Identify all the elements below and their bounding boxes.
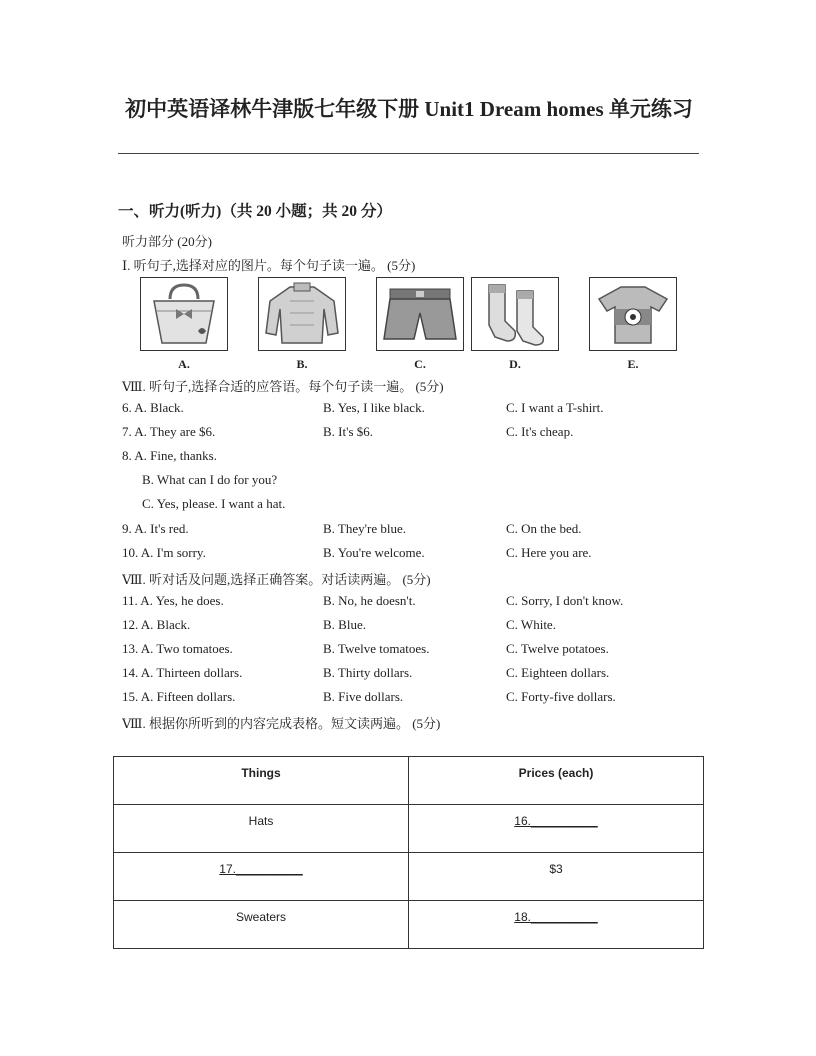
option-c: C. Sorry, I don't know. xyxy=(506,593,624,608)
answer-blank[interactable]: 18.__________ xyxy=(514,910,598,924)
section-heading: 一、听力(听力)（共 20 小题；共 20 分） xyxy=(118,203,392,220)
picture-d xyxy=(471,277,559,371)
option-a: 12. A. Black. xyxy=(122,617,191,632)
option-c: C. Forty-five dollars. xyxy=(506,689,616,704)
option-c: C. White. xyxy=(506,617,556,632)
picture-d-label: D. xyxy=(509,357,521,371)
question-row xyxy=(122,617,722,635)
picture-b xyxy=(258,277,346,371)
picture-a xyxy=(140,277,228,371)
option-a: 13. A. Two tomatoes. xyxy=(122,641,233,656)
table-cell-blank xyxy=(409,901,704,949)
picture-c xyxy=(376,277,464,371)
question-row xyxy=(122,641,722,659)
option-b: B. Blue. xyxy=(323,617,366,632)
question-row xyxy=(122,593,722,611)
option-b: B. It's $6. xyxy=(323,424,374,439)
option-b: B. They're blue. xyxy=(323,521,406,536)
table-cell-blank xyxy=(409,805,704,853)
tshirt-icon xyxy=(589,277,677,351)
question-row xyxy=(122,521,722,539)
part1-instruction: Ⅰ. 听句子,选择对应的图片。每个句子读一遍。 (5分) xyxy=(122,258,416,273)
option-a: 6. A. Black. xyxy=(122,400,184,415)
option-a: 9. A. It's red. xyxy=(122,521,189,536)
shorts-icon xyxy=(376,277,464,351)
table-header-row xyxy=(114,757,704,805)
option-a: 10. A. I'm sorry. xyxy=(122,545,206,560)
option-a: 15. A. Fifteen dollars. xyxy=(122,689,236,704)
q8-option-b: B. What can I do for you? xyxy=(142,472,278,487)
option-b: B. Five dollars. xyxy=(323,689,404,704)
part2-instruction: Ⅷ. 听句子,选择合适的应答语。每个句子读一遍。 (5分) xyxy=(122,379,444,394)
picture-options xyxy=(140,277,680,372)
table-row xyxy=(114,805,704,853)
answer-blank[interactable]: 17.__________ xyxy=(219,862,303,876)
q8-option-c: C. Yes, please. I want a hat. xyxy=(142,496,286,511)
table-row xyxy=(114,901,704,949)
option-c: C. Eighteen dollars. xyxy=(506,665,610,680)
table-row xyxy=(114,853,704,901)
option-c: C. Here you are. xyxy=(506,545,592,560)
page-title: 初中英语译林牛津版七年级下册 Unit1 Dream homes 单元练习 xyxy=(125,97,693,121)
option-b: B. You're welcome. xyxy=(323,545,425,560)
q8-option-a: 8. A. Fine, thanks. xyxy=(122,448,217,463)
option-b: B. No, he doesn't. xyxy=(323,593,416,608)
title-divider xyxy=(118,153,699,154)
question-row xyxy=(122,665,722,683)
part4-instruction: Ⅷ. 根据你所听到的内容完成表格。短文读两遍。 (5分) xyxy=(122,716,441,731)
option-c: C. It's cheap. xyxy=(506,424,574,439)
table-cell: Sweaters xyxy=(114,901,409,949)
table-cell: $3 xyxy=(409,853,704,901)
picture-e-label: E. xyxy=(627,357,639,371)
option-c: C. Twelve potatoes. xyxy=(506,641,609,656)
picture-c-label: C. xyxy=(414,357,426,371)
question-row xyxy=(122,689,722,707)
option-b: B. Twelve tomatoes. xyxy=(323,641,430,656)
sweater-icon xyxy=(258,277,346,351)
listening-part-label: 听力部分 (20分) xyxy=(122,234,212,249)
picture-e xyxy=(589,277,677,371)
picture-b-label: B. xyxy=(296,357,308,371)
table-cell-blank xyxy=(114,853,409,901)
socks-icon xyxy=(471,277,559,351)
table-cell: Hats xyxy=(114,805,409,853)
option-c: C. I want a T-shirt. xyxy=(506,400,604,415)
table-header: Prices (each) xyxy=(409,757,704,805)
price-table xyxy=(113,756,704,949)
option-a: 7. A. They are $6. xyxy=(122,424,216,439)
option-b: B. Thirty dollars. xyxy=(323,665,413,680)
option-a: 14. A. Thirteen dollars. xyxy=(122,665,243,680)
question-row xyxy=(122,400,722,418)
part3-instruction: Ⅷ. 听对话及问题,选择正确答案。对话读两遍。 (5分) xyxy=(122,572,431,587)
question-row xyxy=(122,545,722,563)
option-c: C. On the bed. xyxy=(506,521,582,536)
picture-a-label: A. xyxy=(178,357,190,371)
handbag-icon xyxy=(140,277,228,351)
option-a: 11. A. Yes, he does. xyxy=(122,593,224,608)
option-b: B. Yes, I like black. xyxy=(323,400,425,415)
table-header: Things xyxy=(114,757,409,805)
question-row xyxy=(122,424,722,442)
answer-blank[interactable]: 16.__________ xyxy=(514,814,598,828)
